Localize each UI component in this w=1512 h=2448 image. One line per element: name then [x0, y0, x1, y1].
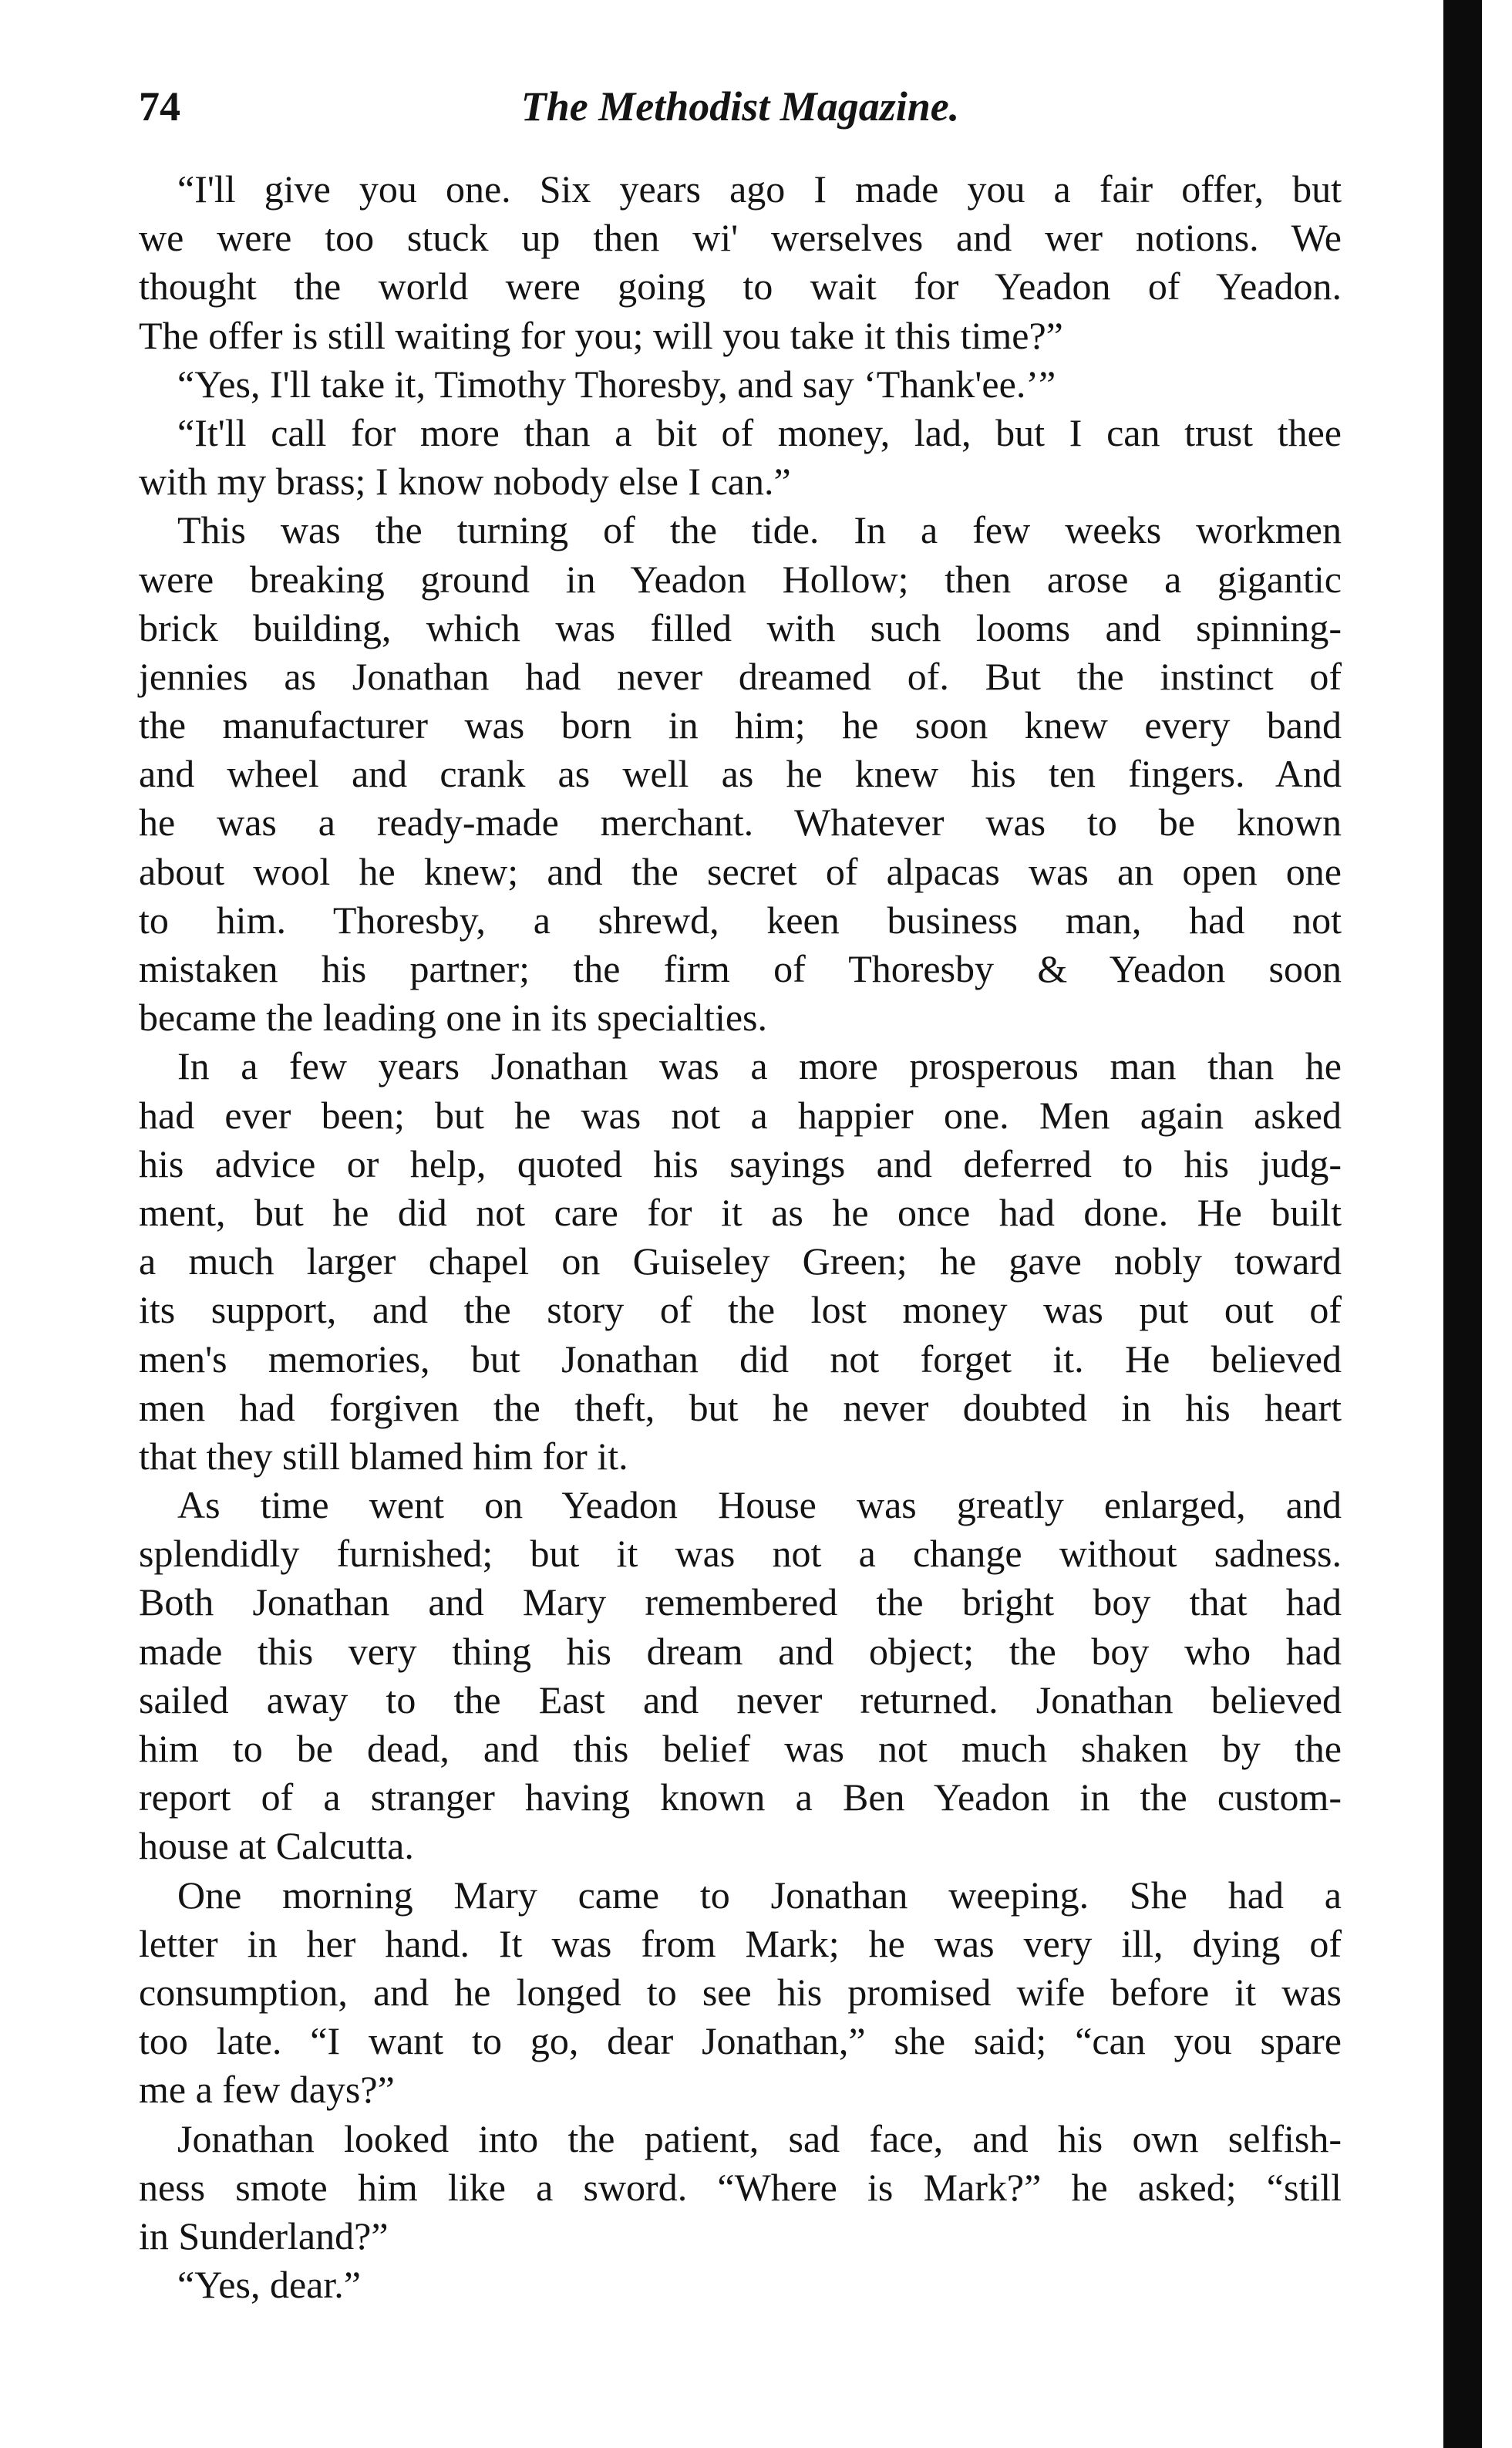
text-line: letter in her hand. It was from Mark; he was very ill, dying of — [139, 1921, 1342, 1965]
text-line: house at Calcutta. — [139, 1824, 414, 1868]
text-line: consumption, and he longed to see his promised wife before it was — [139, 1970, 1342, 2014]
text-line: with my brass; I know nobody else I can.” — [139, 460, 791, 504]
text-line: “I'll give you one. Six years ago I made you a fair offer, but — [177, 167, 1342, 211]
text-line: sailed away to the East and never returned. Jonathan believed — [139, 1678, 1342, 1721]
text-line: that they still blamed him for it. — [139, 1434, 628, 1478]
text-line: splendidly furnished; but it was not a change without sadness. — [139, 1532, 1342, 1576]
text-line: we were too stuck up then wi' werselves and wer notions. We — [139, 216, 1342, 260]
text-line: In a few years Jonathan was a more prosperous man than he — [177, 1044, 1342, 1088]
text-line: “Yes, I'll take it, Timothy Thoresby, and say ‘Thank'ee.’” — [177, 362, 1056, 406]
text-line: mistaken his partner; the firm of Thoresby & Yeadon soon — [139, 947, 1342, 990]
text-line: jennies as Jonathan had never dreamed of. But the instinct of — [139, 654, 1342, 698]
text-line: brick building, which was filled with such looms and spinning- — [139, 605, 1342, 649]
text-line: too late. “I want to go, dear Jonathan,” she said; “can you spare — [139, 2019, 1342, 2063]
text-line: ness smote him like a sword. “Where is Mark?” he asked; “still — [139, 2165, 1342, 2209]
text-line: about wool he knew; and the secret of alpacas was an open one — [139, 849, 1342, 893]
text-line: men had forgiven the theft, but he never doubted in his heart — [139, 1385, 1342, 1429]
text-line: him to be dead, and this belief was not much shaken by the — [139, 1727, 1342, 1770]
text-line: made this very thing his dream and object; the boy who had — [139, 1629, 1342, 1673]
page-number: 74 — [139, 83, 180, 130]
text-line: men's memories, but Jonathan did not forget it. He believed — [139, 1337, 1342, 1381]
text-line: report of a stranger having known a Ben Yeadon in the custom- — [139, 1775, 1342, 1819]
text-line: were breaking ground in Yeadon Hollow; then arose a gigantic — [139, 557, 1342, 601]
text-line: ment, but he did not care for it as he once had done. He built — [139, 1190, 1342, 1234]
page-edge-shadow — [1443, 0, 1482, 2448]
text-line: Jonathan looked into the patient, sad face, and his own selfish- — [177, 2116, 1342, 2160]
text-line: me a few days?” — [139, 2068, 395, 2112]
text-line: Both Jonathan and Mary remembered the bright boy that had — [139, 1580, 1342, 1624]
text-line: and wheel and crank as well as he knew his ten fingers. And — [139, 752, 1342, 796]
text-line: to him. Thoresby, a shrewd, keen business man, had not — [139, 898, 1342, 942]
running-title: The Methodist Magazine. — [520, 83, 960, 130]
text-line: This was the turning of the tide. In a few weeks workmen — [177, 508, 1342, 552]
text-line: the manufacturer was born in him; he soon knew every band — [139, 703, 1342, 747]
text-line: “It'll call for more than a bit of money, lad, but I can trust thee — [177, 410, 1342, 454]
text-line: “Yes, dear.” — [177, 2263, 361, 2307]
text-line: The offer is still waiting for you; will you take it this time?” — [139, 313, 1063, 357]
running-header — [139, 76, 1342, 137]
text-line: a much larger chapel on Guiseley Green; he gave nobly toward — [139, 1239, 1342, 1283]
text-line: had ever been; but he was not a happier one. Men again asked — [139, 1093, 1342, 1137]
text-line: its support, and the story of the lost money was put out of — [139, 1288, 1342, 1332]
text-line: As time went on Yeadon House was greatly enlarged, and — [177, 1483, 1342, 1527]
text-line: thought the world were going to wait for Yeadon of Yeadon. — [139, 265, 1342, 309]
text-line: One morning Mary came to Jonathan weeping. She had a — [177, 1873, 1342, 1917]
text-line: his advice or help, quoted his sayings and deferred to his judg- — [139, 1141, 1342, 1185]
text-line: in Sunderland?” — [139, 2214, 389, 2257]
text-line: he was a ready-made merchant. Whatever was to be known — [139, 801, 1342, 845]
text-line: became the leading one in its specialties. — [139, 996, 767, 1040]
body-text — [139, 165, 1342, 2309]
